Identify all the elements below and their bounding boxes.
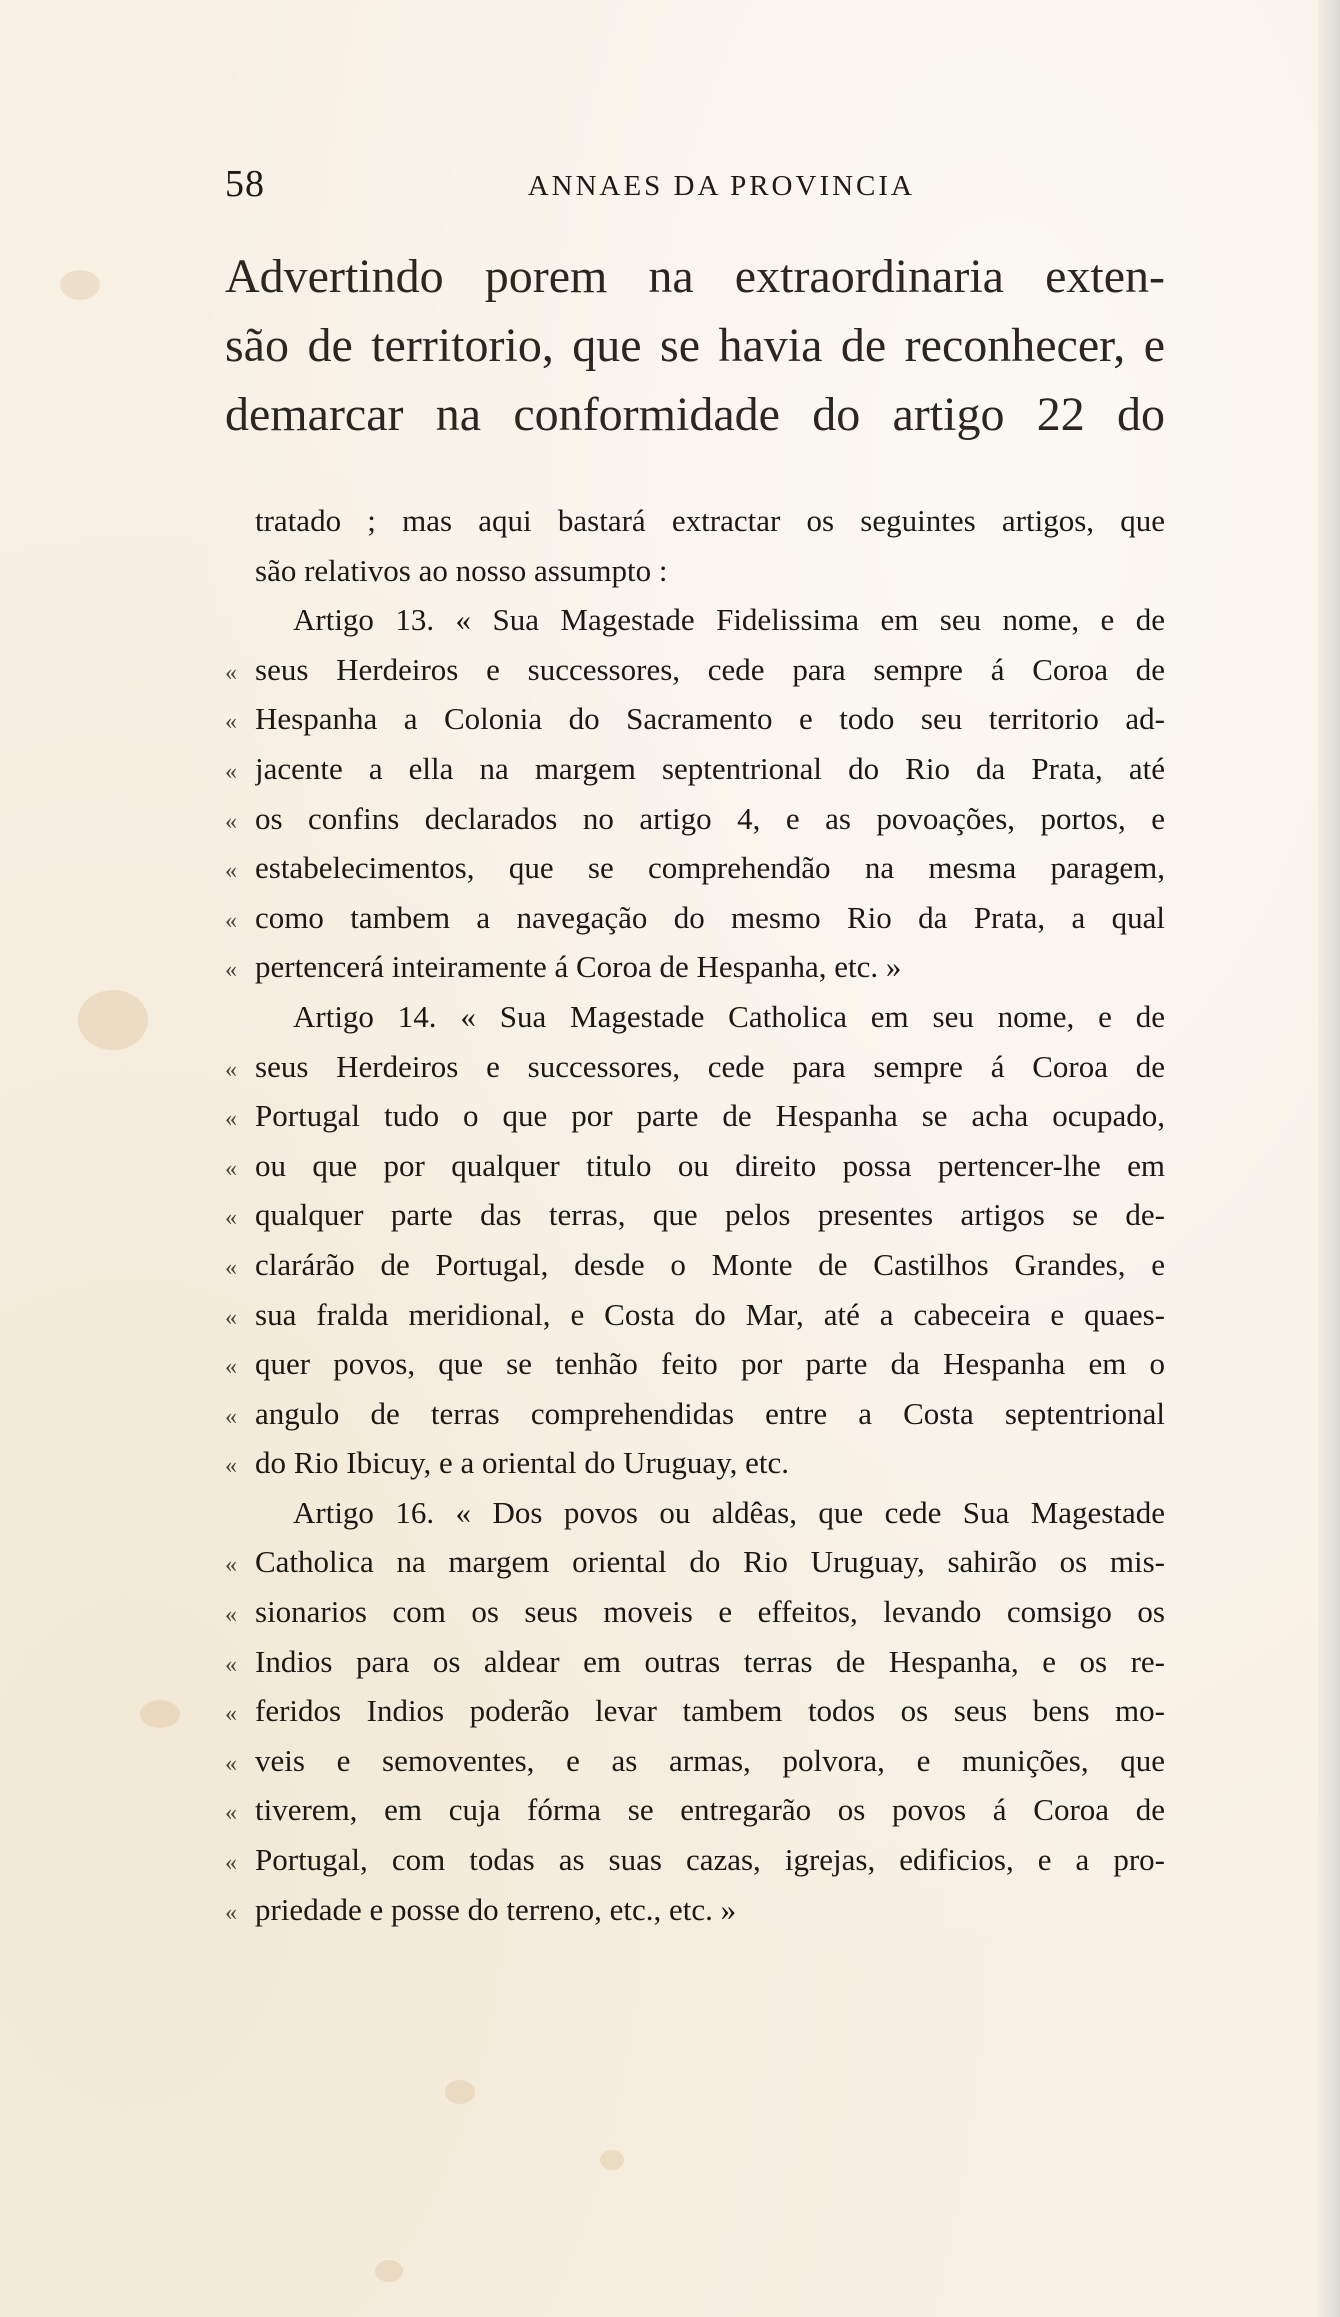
quote-mark: « (225, 1750, 237, 1777)
quote-mark: « (225, 957, 237, 984)
quote-mark: « (225, 1800, 237, 1827)
text-line (225, 595, 1165, 645)
line-text: Artigo 16. « Dos povos ou aldêas, que cede Sua Magestade (293, 1494, 1165, 1530)
text-line (225, 1885, 1165, 1935)
line-text: Catholica na margem oriental do Rio Uruguay, sahirão os mis- (255, 1544, 1165, 1580)
line-text: Portugal tudo o que por parte de Hespanha se acha ocupado, (255, 1098, 1165, 1134)
text-line (225, 794, 1165, 844)
running-head: ANNAES DA PROVINCIA (527, 170, 915, 202)
quote-mark: « (225, 1155, 237, 1182)
text-line (225, 496, 1165, 546)
text-line (225, 992, 1165, 1042)
text-line (225, 1438, 1165, 1488)
line-text: Indios para os aldear em outras terras de Hespanha, e os re- (255, 1643, 1165, 1679)
quote-mark: « (225, 1453, 237, 1480)
quote-mark: « (225, 1205, 237, 1232)
line-text: quer povos, que se tenhão feito por parte da Hespanha em o (255, 1346, 1165, 1382)
intro-paragraph (225, 242, 1165, 449)
quote-mark: « (225, 1056, 237, 1083)
page-header (225, 162, 915, 214)
line-text: feridos Indios poderão levar tambem todos os seus bens mo- (255, 1693, 1165, 1729)
line-text: veis e semoventes, e as armas, polvora, e munições, que (255, 1742, 1165, 1778)
text-line (225, 1488, 1165, 1538)
line-text: Hespanha a Colonia do Sacramento e todo seu territorio ad- (255, 701, 1165, 737)
page-number: 58 (225, 163, 265, 205)
paper-stain (600, 2150, 624, 2170)
paper-stain (140, 1700, 180, 1728)
line-text: Artigo 13. « Sua Magestade Fidelissima em seu nome, e de (293, 602, 1165, 638)
text-line (225, 1736, 1165, 1786)
line-text: tratado ; mas aqui bastará extractar os seguintes artigos, que (255, 503, 1165, 538)
line-text: qualquer parte das terras, que pelos presentes artigos se de- (255, 1197, 1165, 1233)
text-line (225, 1091, 1165, 1141)
text-line (225, 1785, 1165, 1835)
text-line (225, 1042, 1165, 1092)
quote-mark: « (225, 907, 237, 934)
text-line (225, 942, 1165, 992)
quote-mark: « (225, 808, 237, 835)
line-text: angulo de terras comprehendidas entre a Costa septentrional (255, 1395, 1165, 1431)
text-line (225, 1389, 1165, 1439)
text-line (225, 1190, 1165, 1240)
intro-line: demarcar na conformidade do artigo 22 do (225, 388, 1165, 441)
text-line (225, 1537, 1165, 1587)
line-text: jacente a ella na margem septentrional do Rio da Prata, até (255, 750, 1165, 786)
quote-mark: « (225, 659, 237, 686)
quote-mark: « (225, 709, 237, 736)
quote-mark: « (225, 1304, 237, 1331)
quote-mark: « (225, 1651, 237, 1678)
line-text: seus Herdeiros e successores, cede para sempre á Coroa de (255, 651, 1165, 687)
paper-stain (60, 270, 100, 300)
quote-mark: « (225, 1403, 237, 1430)
quote-mark: « (225, 858, 237, 885)
line-text: os confins declarados no artigo 4, e as povoações, portos, e (255, 800, 1165, 836)
text-line (225, 546, 1165, 596)
text-line (225, 645, 1165, 695)
paper-stain (375, 2260, 403, 2282)
treaty-articles-text (225, 496, 1165, 1934)
text-line (225, 1339, 1165, 1389)
text-line (225, 893, 1165, 943)
line-text: Portugal, com todas as suas cazas, igrejas, edificios, e a pro- (255, 1842, 1165, 1878)
line-text: priedade e posse do terreno, etc., etc. » (255, 1891, 737, 1927)
text-line (225, 744, 1165, 794)
quote-mark: « (225, 758, 237, 785)
intro-line: são de territorio, que se havia de reconhecer, e (225, 319, 1165, 372)
text-line (225, 843, 1165, 893)
paper-stain (445, 2080, 475, 2104)
line-text: tiverem, em cuja fórma se entregarão os povos á Coroa de (255, 1792, 1165, 1828)
quote-mark: « (225, 1354, 237, 1381)
quote-mark: « (225, 1254, 237, 1281)
intro-line: Advertindo porem na extraordinaria exten- (225, 250, 1165, 303)
line-text: ou que por qualquer titulo ou direito possa pertencer-lhe em (255, 1147, 1165, 1183)
line-text: Artigo 14. « Sua Magestade Catholica em seu nome, e de (293, 998, 1165, 1034)
page-edge-shadow (1318, 0, 1340, 2317)
quote-mark: « (225, 1701, 237, 1728)
line-text: pertencerá inteiramente á Coroa de Hespanha, etc. » (255, 949, 902, 985)
quote-mark: « (225, 1552, 237, 1579)
quote-mark: « (225, 1899, 237, 1926)
line-text: seus Herdeiros e successores, cede para sempre á Coroa de (255, 1048, 1165, 1084)
line-text: estabelecimentos, que se comprehendão na mesma paragem, (255, 850, 1165, 886)
text-line (225, 1686, 1165, 1736)
quote-mark: « (225, 1106, 237, 1133)
line-text: sua fralda meridional, e Costa do Mar, até a cabeceira e quaes- (255, 1296, 1165, 1332)
text-line (225, 694, 1165, 744)
line-text: do Rio Ibicuy, e a oriental do Uruguay, etc. (255, 1445, 790, 1481)
text-line (225, 1240, 1165, 1290)
line-text: sionarios com os seus moveis e effeitos, levando comsigo os (255, 1594, 1165, 1630)
text-line (225, 1141, 1165, 1191)
line-text: como tambem a navegação do mesmo Rio da Prata, a qual (255, 899, 1165, 935)
quote-mark: « (225, 1850, 237, 1877)
paper-stain (78, 990, 148, 1050)
line-text: clarárão de Portugal, desde o Monte de Castilhos Grandes, e (255, 1246, 1165, 1282)
text-line (225, 1587, 1165, 1637)
text-line (225, 1290, 1165, 1340)
text-line (225, 1637, 1165, 1687)
line-text: são relativos ao nosso assumpto : (255, 552, 668, 588)
quote-mark: « (225, 1602, 237, 1629)
text-line (225, 1835, 1165, 1885)
